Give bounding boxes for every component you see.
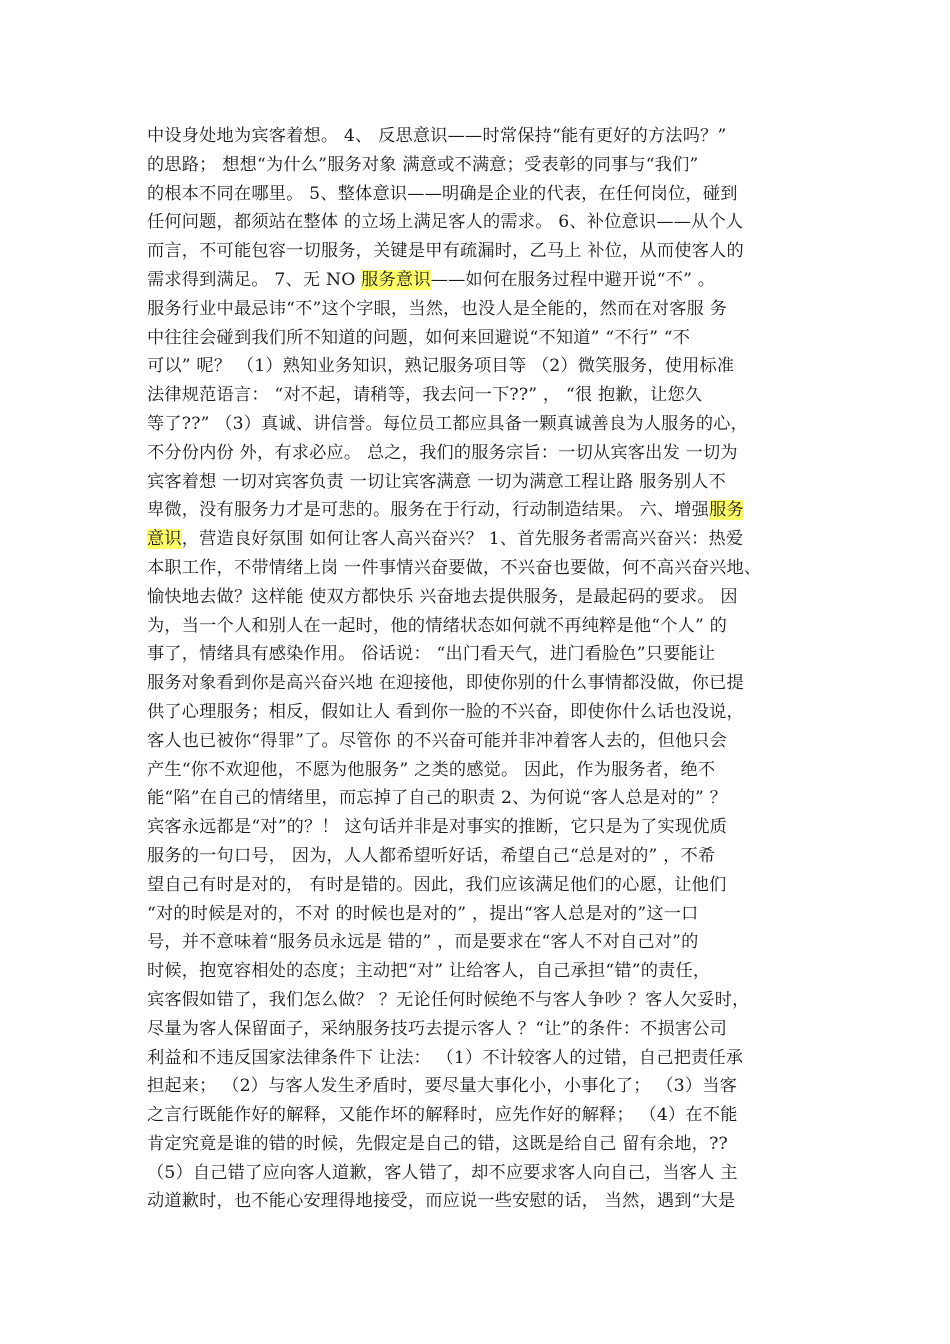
text-segment: 利益和不违反国家法律条件下 让法： （1）不计较客人的过错，自己把责任承 [147, 1047, 744, 1068]
body-text [147, 122, 812, 1216]
highlighted-term: 意识 [147, 529, 182, 550]
text-line [147, 928, 812, 957]
text-segment: 事了，情绪具有感染作用。 俗话说： “出门看天气，进门看脸色”只要能让 [147, 644, 716, 665]
text-segment: 供了心理服务；相反，假如让人 看到你一脸的不兴奋，即使你什么话也没说， [147, 701, 744, 722]
text-segment: 号，并不意味着“服务员永远是 错的” ，而是要求在“客人不对自己对”的 [147, 932, 699, 953]
text-line [147, 612, 812, 641]
text-line [147, 525, 812, 554]
text-segment: 宾客着想 一切对宾客负责 一切让宾客满意 一切为满意工程让路 服务别人不 [147, 471, 727, 492]
text-line [147, 640, 812, 669]
text-line [147, 1130, 812, 1159]
text-segment: 服务行业中最忌讳“不”这个字眼，当然，也没人是全能的，然而在对客服 务 [147, 298, 728, 319]
text-line [147, 554, 812, 583]
text-line [147, 180, 812, 209]
text-segment: 法律规范语言： “对不起，请稍等，我去问一下??” ， “很 抱歉，让您久 [147, 385, 703, 406]
text-segment: 产生“你不欢迎他，不愿为他服务” 之类的感觉。 因此，作为服务者，绝不 [147, 759, 716, 780]
text-segment: 愉快地去做？这样能 使双方都快乐 兴奋地去提供服务，是最起码的要求。 因 [147, 586, 738, 607]
text-line [147, 208, 812, 237]
text-line [147, 1101, 812, 1130]
text-line [147, 727, 812, 756]
highlighted-term: 服务意识 [361, 269, 431, 290]
text-segment: 能“陷”在自己的情绪里，而忘掉了自己的职责 2、为何说“客人总是对的” ？ [147, 788, 728, 809]
text-line [147, 1072, 812, 1101]
highlighted-term: 服务 [709, 500, 744, 521]
text-line [147, 784, 812, 813]
text-segment: 担起来； （2）与客人发生矛盾时，要尽量大事化小，小事化了； （3）当客 [147, 1076, 738, 1097]
text-segment: 望自己有时是对的， 有时是错的。因此，我们应该满足他们的心愿，让他们 [147, 874, 727, 895]
text-segment: 任何问题，都须站在整体 的立场上满足客人的需求。 6、补位意识——从个人 [147, 212, 744, 233]
text-segment: 尽量为客人保留面子，采纳服务技巧去提示客人 ？“让”的条件：不损害公司 [147, 1018, 728, 1039]
text-line [147, 439, 812, 468]
text-segment: 宾客永远都是“对”的？！ 这句话并非是对事实的推断，它只是为了实现优质 [147, 817, 728, 838]
text-segment: ，营造良好氛围 如何让客人高兴奋兴？ 1、首先服务者需高兴奋兴：热爱 [181, 529, 744, 550]
text-segment: 中往往会碰到我们所不知道的问题，如何来回避说“不知道” “不行” “不 [147, 327, 691, 348]
text-line [147, 756, 812, 785]
text-line [147, 468, 812, 497]
text-line [147, 381, 812, 410]
text-line [147, 1044, 812, 1073]
text-segment: 时候，抱宽容相处的态度；主动把“对” 让给客人，自己承担“错”的责任， [147, 961, 711, 982]
text-line [147, 1187, 812, 1216]
text-segment: 可以” 呢？ （1）熟知业务知识，熟记服务项目等 （2）微笑服务，使用标准 [147, 356, 735, 377]
text-segment: 宾客假如错了，我们怎么做？ ？无论任何时候绝不与客人争吵 ？客人欠妥时， [147, 989, 750, 1010]
text-segment: 而言，不可能包容一切服务，关键是甲有疏漏时，乙马上 补位，从而使客人的 [147, 241, 744, 262]
text-line [147, 842, 812, 871]
text-segment: 不分份内份 外，有求必应。 总之，我们的服务宗旨：一切从宾客出发 一切为 [147, 442, 738, 463]
text-segment: 肯定究竟是谁的错的时候，先假定是自己的错，这既是给自己 留有余地，?? [147, 1133, 728, 1154]
text-segment: 等了??” （3）真诚、讲信誉。每位员工都应具备一颗真诚善良为人服务的心， [147, 413, 749, 434]
text-line [147, 352, 812, 381]
text-line [147, 266, 812, 295]
text-line [147, 698, 812, 727]
text-segment: “对的时候是对的，不对 的时候也是对的” ，提出“客人总是对的”这一口 [147, 903, 699, 924]
text-line [147, 237, 812, 266]
text-line [147, 410, 812, 439]
text-line [147, 151, 812, 180]
text-line [147, 324, 812, 353]
text-segment: 的思路； 想想“为什么”服务对象 满意或不满意；受表彰的同事与“我们” [147, 154, 699, 175]
text-segment: 的根本不同在哪里。 5、整体意识——明确是企业的代表，在任何岗位，碰到 [147, 183, 738, 204]
text-segment: 本职工作，不带情绪上岗 一件事情兴奋要做，不兴奋也要做，何不高兴奋兴地、 [147, 557, 762, 578]
text-segment: 服务对象看到你是高兴奋兴地 在迎接他，即使你别的什么事情都没做，你已提 [147, 673, 744, 694]
text-segment: 服务的一句口号， 因为，人人都希望听好话，希望自己“总是对的” ，不希 [147, 845, 716, 866]
text-line [147, 496, 812, 525]
text-line [147, 122, 812, 151]
text-segment: 客人也已被你“得罪”了。尽管你 的不兴奋可能并非冲着客人去的，但他只会 [147, 730, 728, 751]
text-line [147, 583, 812, 612]
text-segment: ——如何在服务过程中避开说“不” 。 [430, 269, 716, 290]
text-line [147, 900, 812, 929]
text-line [147, 295, 812, 324]
text-line [147, 813, 812, 842]
text-line [147, 1015, 812, 1044]
text-segment: （5）自己错了应向客人道歉，客人错了，却不应要求客人向自己，当客人 主 [147, 1162, 738, 1183]
text-segment: 卑微，没有服务力才是可悲的。服务在于行动，行动制造结果。 六、增强 [147, 500, 710, 521]
text-segment: 需求得到满足。 7、无 NO [147, 269, 362, 290]
text-line [147, 986, 812, 1015]
text-segment: 动道歉时，也不能心安理得地接受，而应说一些安慰的话， 当然，遇到“大是 [147, 1191, 736, 1212]
text-segment: 为，当一个人和别人在一起时，他的情绪状态如何就不再纯粹是他“个人” 的 [147, 615, 728, 636]
text-segment: 之言行既能作好的解释，又能作坏的解释时，应先作好的解释； （4）在不能 [147, 1105, 738, 1126]
text-line [147, 669, 812, 698]
text-line [147, 1159, 812, 1188]
text-segment: 中设身处地为宾客着想。 4、 反思意识——时常保持“能有更好的方法吗？” [147, 126, 727, 146]
text-line [147, 871, 812, 900]
text-line [147, 957, 812, 986]
